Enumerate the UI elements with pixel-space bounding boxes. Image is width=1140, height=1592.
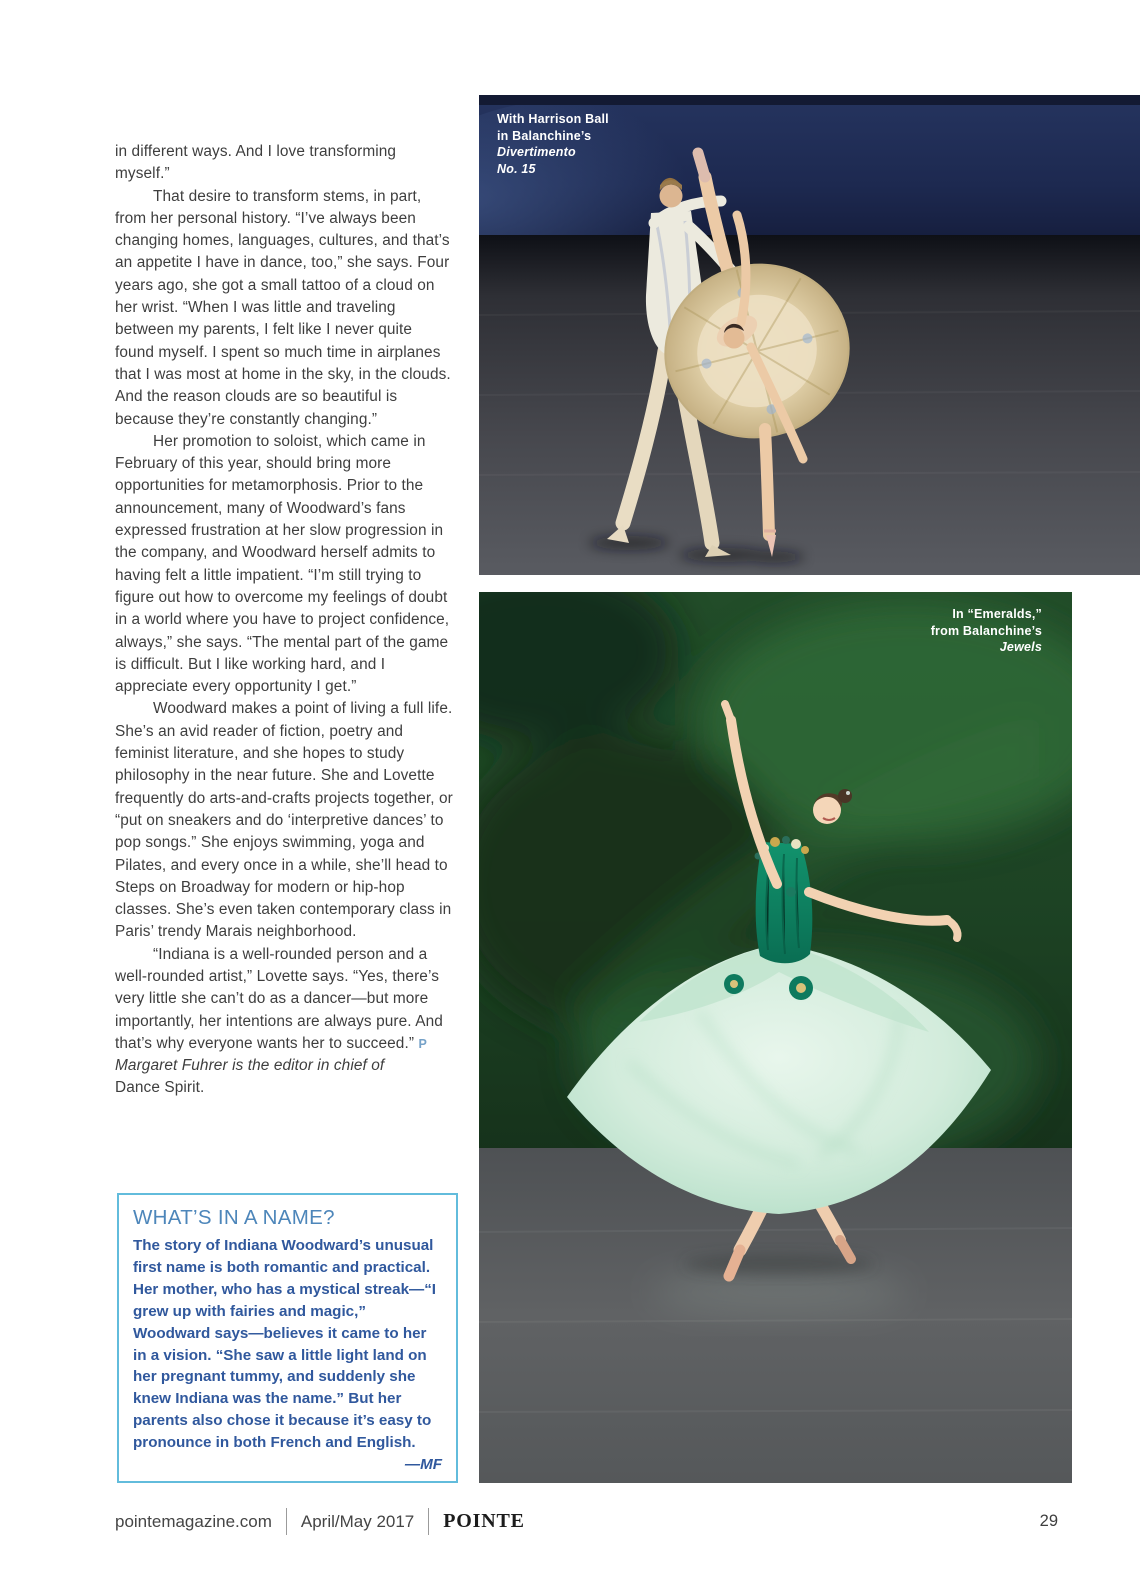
byline-publication: Dance Spirit. (115, 1079, 205, 1097)
caption-line: in Balanchine’s (497, 128, 592, 143)
footer-divider (428, 1508, 429, 1535)
article-paragraph: in different ways. And I love transforming myself.” (115, 143, 397, 183)
caption-line: In “Emeralds,” (952, 607, 1042, 621)
footer-brand-logo: POINTE (443, 1510, 525, 1532)
photo-caption-emeralds (931, 606, 1042, 656)
article-paragraph-text: “Indiana is a well-rounded person and a well-rounded artist,” Lovette says. “Yes, there’s very little she can’t do as a dancer—but more importantly, her intentions are always pure. And that’s why everyone wants her to succeed.” (115, 945, 443, 1052)
article-text-column (115, 141, 454, 1100)
article-end-mark: P (418, 1036, 428, 1051)
box-title: WHAT’S IN A NAME? (133, 1206, 335, 1229)
box-signoff: —MF (404, 1456, 442, 1474)
caption-line-italic: Jewels (999, 640, 1042, 654)
caption-line-italic: Divertimento (497, 145, 576, 159)
photo-divertimento (479, 95, 1140, 575)
byline (115, 1055, 454, 1100)
sidebar-box-whats-in-a-name (117, 1193, 458, 1483)
caption-line: With Harrison Ball (497, 112, 609, 126)
stage-illustration-emeralds (479, 592, 1072, 1483)
page-number: 29 (1039, 1512, 1058, 1530)
caption-line-italic: No. 15 (497, 161, 536, 176)
footer-divider (286, 1508, 287, 1535)
caption-line: from Balanchine’s (930, 623, 1042, 638)
article-paragraph: Woodward makes a point of living a full life. She’s an avid reader of fiction, poetry and feminist literature, and she hopes to study philosophy in the near future. She and Lovette frequently do arts-and-crafts projects together, or “put on sneakers and do ‘interpretive dances’ to pop songs.” She enjoys swimming, yoga and Pilates, and every once in a while, she’ll head to Steps on Broadway for modern or hip-hop classes. She’s even taken contemporary class in Paris’ trendy Marais neighborhood. (115, 700, 453, 941)
byline-author: Margaret Fuhrer is the editor in chief of (115, 1057, 385, 1075)
article-paragraph (115, 944, 454, 1055)
photo-caption-divertimento (497, 111, 609, 177)
article-paragraph: That desire to transform stems, in part, from her personal history. “I’ve always been changing homes, languages, cultures, and that’s an appetite I have in dance, too,” she says. Four years ago, she got a small tattoo of a cloud on her wrist. “When I was little and traveling between my parents, I felt like I never quite found myself. I spent so much time in airplanes that I was most at home in the sky, in the clouds. And the reason clouds are so beautiful is because they’re constantly changing.” (115, 187, 451, 428)
page-footer (115, 1508, 525, 1535)
photo-emeralds (479, 592, 1072, 1483)
article-paragraph: Her promotion to soloist, which came in February of this year, should bring more opportunities for metamorphosis. Prior to the announcement, many of Woodward’s fans expressed frustration at her slow progression in the company, and Woodward herself admits to having felt a little impatient. “I’m still trying to figure out how to overcome my feelings of doubt in a world where you have to project confidence, always,” she says. “The mental part of the game is difficult. But I like working hard, and I appreciate every opportunity I get.” (115, 432, 450, 696)
box-body-text: The story of Indiana Woodward’s unusual first name is both romantic and practical. Her mother, who has a mystical streak—“I grew up with fairies and magic,” Woodward says—believes it came to her in a vision. “She saw a little light land on her pregnant tummy, and suddenly she knew Indiana was the name.” But her parents also chose it because it’s easy to pronounce in both French and English. (133, 1237, 437, 1452)
footer-issue-date: April/May 2017 (300, 1511, 415, 1531)
footer-website: pointemagazine.com (115, 1511, 272, 1531)
